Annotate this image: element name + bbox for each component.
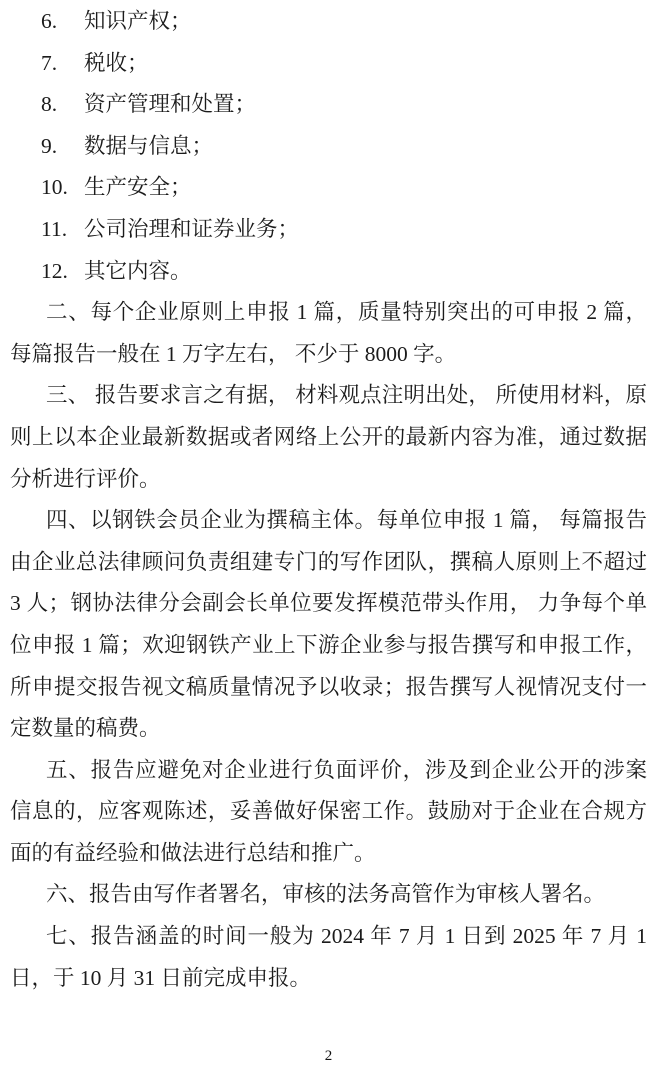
paragraph-3: 三、 报告要求言之有据， 材料观点注明出处， 所使用材料，原则上以本企业最新数据或者网络上公开的最新内容为准，通过数据分析进行评价。 <box>10 383 647 491</box>
list-item <box>10 126 647 168</box>
list-item-text: 公司治理和证券业务； <box>84 216 300 241</box>
list-item <box>10 43 647 85</box>
list-item-number: 6. <box>41 9 58 33</box>
list-item-text: 生产安全； <box>84 175 192 200</box>
numbered-list <box>10 1 647 292</box>
list-item-number: 9. <box>41 133 58 158</box>
list-item-text: 资产管理和处置； <box>84 92 257 117</box>
paragraph-2: 二、每个企业原则上申报 1 篇，质量特别突出的可申报 2 篇，每篇报告一般在 1 万字左右， 不少于 8000 字。 <box>10 300 647 366</box>
list-item-number: 8. <box>41 92 58 117</box>
list-item-text: 税收； <box>84 50 149 75</box>
page-number: 2 <box>324 1048 333 1064</box>
list-item <box>10 84 647 126</box>
list-item-text: 数据与信息； <box>84 133 214 158</box>
list-item <box>10 251 647 293</box>
list-item-text: 知识产权； <box>84 9 192 33</box>
list-item-number: 10. <box>41 175 68 200</box>
list-item-number: 12. <box>41 258 68 283</box>
paragraph-5: 五、报告应避免对企业进行负面评价，涉及到企业公开的涉案信息的，应客观陈述，妥善做好保密工作。鼓励对于企业在合规方面的有益经验和做法进行总结和推广。 <box>10 757 647 865</box>
paragraph-4: 四、以钢铁会员企业为撰稿主体。每单位申报 1 篇， 每篇报告由企业总法律顾问负责组建专门的写作团队，撰稿人原则上不超过 3 人；钢协法律分会副会长单位要发挥模范带头作用， 力争每个单位申报 1 篇；欢迎钢铁产业上下游企业参与报告撰写和申报工作，所申提交报告视文稿质量情况予以收录；报告撰写人视情况支付一定数量的稿费。 <box>10 508 647 741</box>
list-item-number: 11. <box>41 216 68 241</box>
list-item <box>10 209 647 251</box>
list-item-number: 7. <box>41 50 58 75</box>
paragraph-7: 七、报告涵盖的时间一般为 2024 年 7 月 1 日到 2025 年 7 月 1 日，于 10 月 31 日前完成申报。 <box>10 924 647 990</box>
paragraph-6: 六、报告由写作者署名，审核的法务高管作为审核人署名。 <box>46 882 606 907</box>
list-item <box>10 167 647 209</box>
list-item <box>10 1 647 43</box>
list-item-text: 其它内容。 <box>84 258 192 283</box>
